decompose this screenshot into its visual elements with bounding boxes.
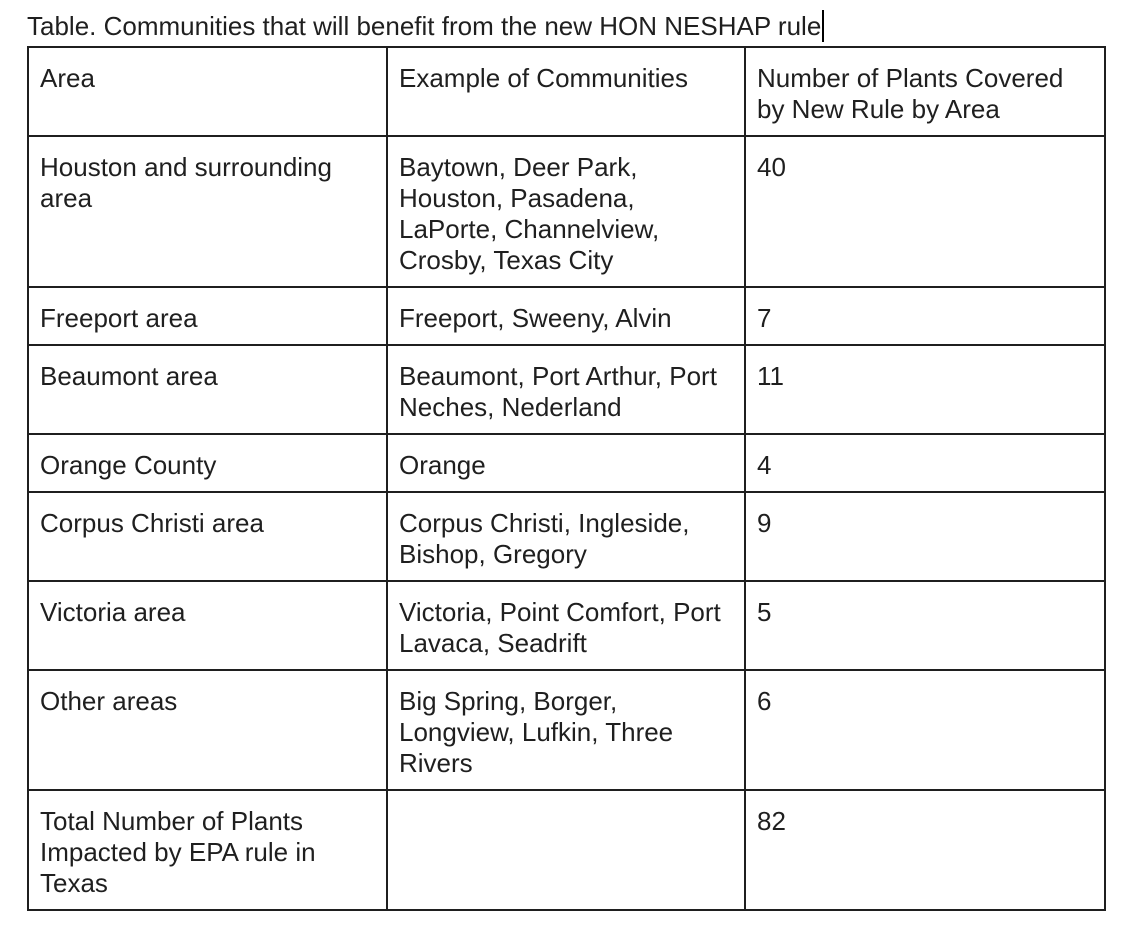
- table-total-row: [28, 790, 1105, 910]
- cell-area[interactable]: Freeport area: [28, 287, 387, 345]
- cell-communities[interactable]: Victoria, Point Comfort, Port Lavaca, Seadrift: [387, 581, 745, 670]
- cell-plants[interactable]: 6: [745, 670, 1105, 790]
- cell-area[interactable]: Houston and surrounding area: [28, 136, 387, 287]
- table-row: [28, 492, 1105, 581]
- table-caption[interactable]: [27, 10, 1107, 46]
- cell-plants[interactable]: 7: [745, 287, 1105, 345]
- header-plants[interactable]: Number of Plants Covered by New Rule by Area: [745, 47, 1105, 136]
- document-page: [27, 10, 1107, 911]
- table-row: [28, 670, 1105, 790]
- cell-communities-empty[interactable]: [387, 790, 745, 910]
- cell-area[interactable]: Orange County: [28, 434, 387, 492]
- text-cursor: [822, 10, 824, 42]
- cell-total-label[interactable]: Total Number of Plants Impacted by EPA rule in Texas: [28, 790, 387, 910]
- header-communities[interactable]: Example of Communities: [387, 47, 745, 136]
- cell-area[interactable]: Other areas: [28, 670, 387, 790]
- header-area[interactable]: Area: [28, 47, 387, 136]
- cell-communities[interactable]: Baytown, Deer Park, Houston, Pasadena, LaPorte, Channelview, Crosby, Texas City: [387, 136, 745, 287]
- cell-communities[interactable]: Orange: [387, 434, 745, 492]
- cell-communities[interactable]: Corpus Christi, Ingleside, Bishop, Gregory: [387, 492, 745, 581]
- communities-table: [27, 46, 1106, 911]
- cell-communities[interactable]: Big Spring, Borger, Longview, Lufkin, Three Rivers: [387, 670, 745, 790]
- table-row: [28, 136, 1105, 287]
- cell-area[interactable]: Beaumont area: [28, 345, 387, 434]
- cell-total-plants[interactable]: 82: [745, 790, 1105, 910]
- cell-communities[interactable]: Beaumont, Port Arthur, Port Neches, Nederland: [387, 345, 745, 434]
- cell-communities[interactable]: Freeport, Sweeny, Alvin: [387, 287, 745, 345]
- cell-area[interactable]: Corpus Christi area: [28, 492, 387, 581]
- table-row: [28, 287, 1105, 345]
- table-caption-text[interactable]: Table. Communities that will benefit from the new HON NESHAP rule: [27, 11, 822, 41]
- table-row: [28, 581, 1105, 670]
- table-row: [28, 345, 1105, 434]
- cell-plants[interactable]: 9: [745, 492, 1105, 581]
- table-header-row: [28, 47, 1105, 136]
- cell-plants[interactable]: 40: [745, 136, 1105, 287]
- table-row: [28, 434, 1105, 492]
- cell-plants[interactable]: 11: [745, 345, 1105, 434]
- cell-plants[interactable]: 4: [745, 434, 1105, 492]
- cell-plants[interactable]: 5: [745, 581, 1105, 670]
- cell-area[interactable]: Victoria area: [28, 581, 387, 670]
